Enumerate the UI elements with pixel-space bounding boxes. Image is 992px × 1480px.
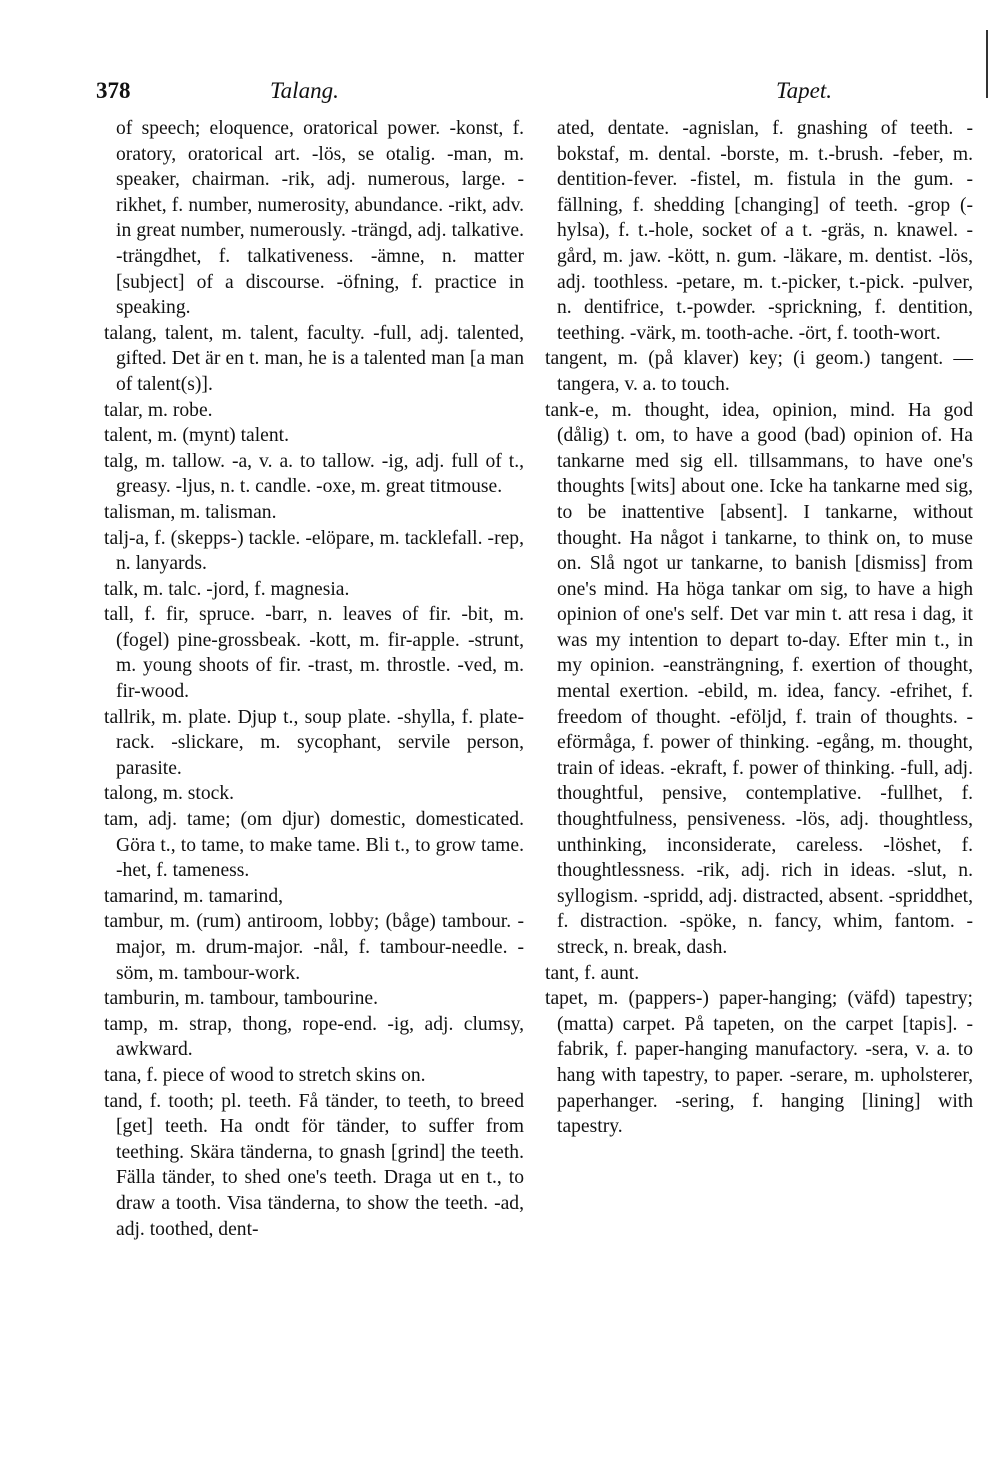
dictionary-entry: talk, m. talc. -jord, f. magnesia. — [104, 578, 350, 600]
dictionary-entry: talong, m. stock. — [104, 783, 235, 805]
dictionary-entry: talisman, m. talisman. — [104, 501, 277, 523]
dictionary-entry: tallrik, m. plate. Djup t., soup plate. -shylla, f. plate-rack. -slickare, m. sycophant, servile person, parasite. — [104, 706, 524, 779]
dictionary-entry: tana, f. piece of wood to stretch skins on. — [104, 1064, 426, 1086]
dictionary-entry: talang, talent, m. talent, faculty. -full, adj. talented, gifted. Det är en t. man, he is a talented man [a man of talent(s)]. — [104, 322, 524, 395]
dictionary-entry: tamburin, m. tambour, tambourine. — [104, 988, 379, 1010]
guide-word-left: Talang. — [270, 78, 339, 103]
dictionary-entry: tamp, m. strap, thong, rope-end. -ig, adj. clumsy, awkward. — [104, 1013, 524, 1061]
dictionary-entry: tant, f. aunt. — [545, 962, 640, 984]
left-column — [104, 116, 524, 1242]
dictionary-entry: tamarind, m. tamarind, — [104, 885, 284, 907]
dictionary-entry: tall, f. fir, spruce. -barr, n. leaves of fir. -bit, m. (fogel) pine-grossbeak. -kott, m. fir-apple. -strunt, m. young shoots of fir. -trast, m. throstle. -ved, m. fir-wood. — [104, 604, 524, 703]
dictionary-entry: tam, adj. tame; (om djur) domestic, domesticated. Göra t., to tame, to make tame. Bli t., to grow tame. -het, f. tameness. — [104, 809, 524, 882]
margin-mark — [986, 30, 988, 98]
entry-continuation: of speech; eloquence, oratorical power. -konst, f. oratory, oratorical art. -lös, se otalig. -man, m. speaker, chairman. -rik, adj. numerous, large. -rikhet, f. number, numerosity, abundance. -rikt, adv. in great number, numerously. -trängd, adj. talkative. -trängdhet, f. talkativeness. -ämne, n. matter [subject] of a discourse. -öfning, f. practice in speaking. — [116, 118, 524, 319]
dictionary-entry: tapet, m. (pappers-) paper-hanging; (väfd) tapestry; (matta) carpet. På tapeten, on the carpet [tapis]. -fabrik, f. paper-hanging manufactory. -sera, v. a. to hang with tapestry, to paper. -serare, m. upholsterer, paperhanger. -sering, f. hanging [lining] with tapestry. — [545, 988, 973, 1138]
dictionary-entry: tank-e, m. thought, idea, opinion, mind. Ha god (dålig) t. om, to have a good (bad) opinion of. Ha tankarne med sig ell. tillsammans, to have one's thoughts [wits] about one. Icke ha tankarne med sig, to be inattentive [absent]. I tankarne, without thought. Ha något i tankarne, to think on, to muse on. Slå ngot ur tankarne, to banish [dismiss] from one's mind. Ha höga tankar om sig, to have a high opinion of one's self. Det var min t. att resa i dag, it was my intention to depart to-day. Efter min t., in my opinion. -eansträngning, f. exertion of thought, mental exertion. -ebild, m. idea, fancy. -efrihet, f. freedom of thought. -eföljd, f. train of thoughts. -eförmåga, f. power of thinking. -egång, m. thought, train of ideas. -ekraft, f. power of thinking. -full, adj. thoughtful, pensive, contemplative. -fullhet, f. thoughtfulness, pensiveness. -lös, adj. thoughtless, unthinking, inconsiderate, careless. -löshet, f. thoughtlessness. -rik, adj. rich in ideas. -slut, n. syllogism. -spridd, adj. distracted, absent. -spriddhet, f. distraction. -spöke, n. fancy, whim, fantom. -streck, n. break, dash. — [545, 399, 973, 958]
guide-word-right: Tapet. — [775, 78, 832, 103]
dictionary-entry: talj-a, f. (skepps-) tackle. -elöpare, m. tacklefall. -rep, n. lanyards. — [104, 527, 524, 575]
dictionary-entry: tambur, m. (rum) antiroom, lobby; (båge) tambour. -major, m. drum-major. -nål, f. tambour-needle. -söm, m. tambour-work. — [104, 911, 524, 984]
dictionary-entry: talent, m. (mynt) talent. — [104, 425, 290, 447]
dictionary-entry: tangent, m. (på klaver) key; (i geom.) tangent. — tangera, v. a. to touch. — [545, 348, 973, 395]
page-number: 378 — [96, 78, 131, 103]
dictionary-entry: talar, m. robe. — [104, 399, 213, 421]
dictionary-entry: tand, f. tooth; pl. teeth. Få tänder, to teeth, to breed [get] teeth. Ha ondt för tänder, to suffer from teething. Skära tänderna, to gnash [grind] the teeth. Fälla tänder, to shed one's teeth. Draga ut en t., to draw a tooth. Visa tänderna, to show the teeth. -ad, adj. toothed, dent- — [104, 1090, 524, 1240]
right-column — [545, 116, 973, 1140]
dictionary-entry: talg, m. tallow. -a, v. a. to tallow. -ig, adj. full of t., greasy. -ljus, n. t. candle. -oxe, m. great titmouse. — [104, 450, 524, 498]
entry-continuation: ated, dentate. -agnislan, f. gnashing of teeth. -bokstaf, m. dental. -borste, m. t.-brush. -feber, m. dentition-fever. -fistel, m. fistula in the gum. -fällning, f. shedding [changing] of teeth. -grop (-hylsa), f. t.-hole, socket of a t. -gräs, n. knawel. -gård, m. jaw. -kött, n. gum. -läkare, m. dentist. -lös, adj. toothless. -petare, m. t.-picker, t.-pick. -pulver, n. dentifrice, t.-powder. -sprickning, f. dentition, teething. -värk, m. tooth-ache. -ört, f. tooth-wort. — [557, 118, 973, 344]
page-header — [96, 78, 832, 112]
